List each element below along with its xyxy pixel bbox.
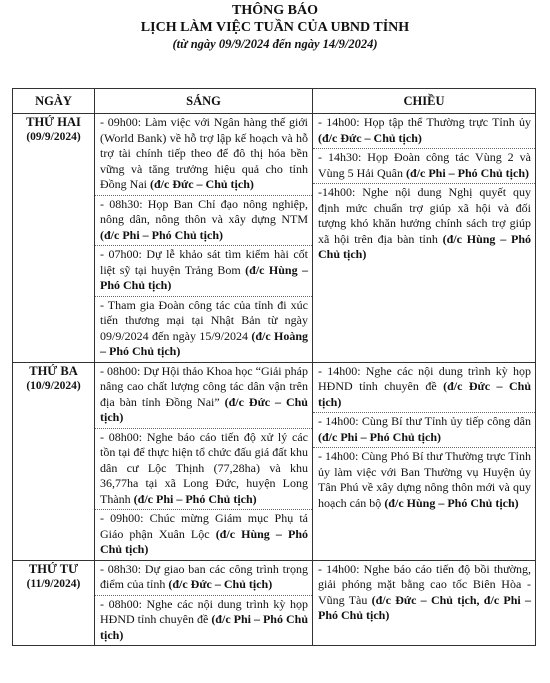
schedule-body	[13, 114, 536, 646]
item-text: -14h00: Nghe nội dung Nghị quyết quy định mức chuẩn trợ giúp xã hội và đối tượng khó khăn hưởng chính sách trợ giúp xã hội trên địa bàn tỉnh	[318, 185, 531, 246]
day-date: (10/9/2024)	[26, 379, 81, 392]
item-person: (đ/c Phi – Phó Chủ tịch)	[100, 612, 308, 642]
day-cell	[13, 560, 95, 646]
day-row	[13, 560, 536, 646]
day-date: (11/9/2024)	[26, 577, 81, 590]
schedule-item	[313, 114, 535, 149]
column-header-afternoon: CHIỀU	[313, 89, 536, 114]
afternoon-cell	[313, 362, 536, 560]
item-person: (đ/c Hùng – Phó Chủ tịch)	[318, 231, 531, 261]
morning-cell	[95, 362, 313, 560]
item-text: - 08h30: Họp Ban Chỉ đạo nông nghiệp, nông dân, nông thôn và xây dựng NTM	[100, 196, 308, 226]
item-text: - Tham gia Đoàn công tác của tỉnh đi xúc tiến thương mại tại Nhật Bản từ ngày 09/9/2024 đến ngày 15/9/2024	[100, 297, 308, 343]
item-person: (đ/c Phi – Phó Chủ tịch)	[318, 429, 442, 444]
column-header-morning: SÁNG	[95, 89, 313, 114]
day-cell	[13, 114, 95, 363]
item-text: - 14h00: Họp tập thể Thường trực Tỉnh ủy	[318, 115, 531, 129]
schedule-item	[313, 363, 535, 414]
document-subtitle: LỊCH LÀM VIỆC TUẦN CỦA UBND TỈNH	[140, 20, 410, 35]
schedule-item	[313, 561, 535, 626]
item-text: - 08h00: Dự Hội thảo Khoa học “Giải pháp nâng cao chất lượng công tác dân vận trên địa bàn tỉnh Đồng Nai”	[100, 363, 308, 409]
item-text: - 09h00: Chúc mừng Giám mục Phụ tá Giáo phận Xuân Lộc	[100, 511, 308, 541]
day-date: (09/9/2024)	[26, 131, 81, 143]
item-text: - 14h30: Họp Đoàn công tác Vùng 2 và Vùng 5 Hải Quân	[318, 150, 531, 180]
schedule-table	[12, 88, 536, 646]
item-person: (đ/c Đức – Chủ tịch, đ/c Phi – Phó Chủ tịch)	[318, 592, 532, 622]
item-person: (đ/c Hoàng – Phó Chủ tịch)	[100, 328, 308, 358]
item-person: (đ/c Hùng – Phó Chủ tịch)	[100, 526, 308, 556]
item-text: - 14h00: Cùng Bí thư Tỉnh ủy tiếp công dân	[318, 414, 531, 428]
schedule-item	[95, 363, 312, 429]
item-text: - 08h30: Dự giao ban các công trình trọng điểm của tỉnh	[100, 561, 308, 591]
item-person: (đ/c Phi – Phó Chủ tịch)	[133, 491, 257, 506]
item-person: (đ/c Đức – Chủ tịch)	[150, 177, 254, 191]
item-person: (đ/c Đức – Chủ tịch)	[168, 577, 273, 591]
item-person: (đ/c Hùng – Phó Chủ tịch)	[384, 495, 519, 510]
column-header-day: NGÀY	[13, 89, 95, 114]
schedule-item	[95, 196, 312, 247]
date-range: (từ ngày 09/9/2024 đến ngày 14/9/2024)	[172, 37, 378, 51]
item-text: - 14h00: Nghe báo cáo tiến độ bồi thường, giải phóng mặt bằng cao tốc Biên Hòa - Vũng Tàu	[318, 561, 531, 607]
schedule-item	[95, 561, 312, 596]
item-text: - 09h00: Làm việc với Ngân hàng thế giới (World Bank) về hỗ trợ lập kế hoạch và hỗ trợ tài chính tiếp theo để đô thị hóa bền vững và tăng trưởng hiệu quả cho tỉnh Đồng Nai	[100, 115, 308, 191]
item-text: - 08h00: Nghe báo cáo tiến độ xử lý các tồn tại để thực hiện tổ chức đấu giá đất khu dân cư Lộc Thịnh (77,28ha) và khu 36,77ha tại xã Long Đức, huyện Long Thành	[100, 429, 308, 506]
item-text: - 14h00: Cùng Phó Bí thư Thường trực Tỉnh ủy làm việc với Ban Thường vụ Huyện ủy Tân Phú về xây dựng nông thôn mới và quy hoạch cán bộ	[318, 449, 531, 510]
schedule-item	[313, 448, 535, 513]
schedule-item	[95, 297, 312, 362]
schedule-item	[95, 510, 312, 560]
item-person: (đ/c Hùng – Phó Chủ tịch)	[100, 262, 308, 292]
schedule-item	[95, 114, 312, 196]
schedule-item	[313, 413, 535, 448]
schedule-item	[95, 246, 312, 297]
item-person: (đ/c Đức – Chủ tịch)	[100, 394, 308, 424]
item-text: - 07h00: Dự lễ khảo sát tìm kiếm hài cốt liệt sỹ tại huyện Trảng Bom	[100, 247, 308, 277]
document-header	[0, 2, 550, 52]
schedule-item	[95, 596, 312, 646]
day-name: THỨ TƯ	[28, 561, 79, 576]
day-cell	[13, 362, 95, 560]
morning-cell	[95, 560, 313, 646]
document-title: THÔNG BÁO	[232, 3, 318, 18]
morning-cell	[95, 114, 313, 363]
schedule-item	[313, 184, 535, 265]
day-name: THỨ HAI	[26, 115, 81, 129]
day-row	[13, 362, 536, 560]
header-row	[13, 89, 536, 114]
item-text: - 08h00: Nghe các nội dung trình kỳ họp HĐND tỉnh chuyên đề	[100, 596, 308, 626]
item-person: (đ/c Đức – Chủ tịch)	[318, 379, 531, 409]
day-row	[13, 114, 536, 363]
afternoon-cell	[313, 560, 536, 646]
item-person: (đ/c Phi – Phó Chủ tịch)	[405, 165, 529, 180]
schedule-item	[313, 149, 535, 184]
item-text: - 14h00: Nghe các nội dung trình kỳ họp HĐND tỉnh chuyên đề	[318, 363, 531, 393]
item-person: (đ/c Phi – Phó Chủ tịch)	[100, 227, 224, 242]
day-name: THỨ BA	[29, 363, 78, 378]
item-person: (đ/c Đức – Chủ tịch)	[318, 130, 422, 145]
afternoon-cell	[313, 114, 536, 363]
schedule-item	[95, 429, 312, 511]
